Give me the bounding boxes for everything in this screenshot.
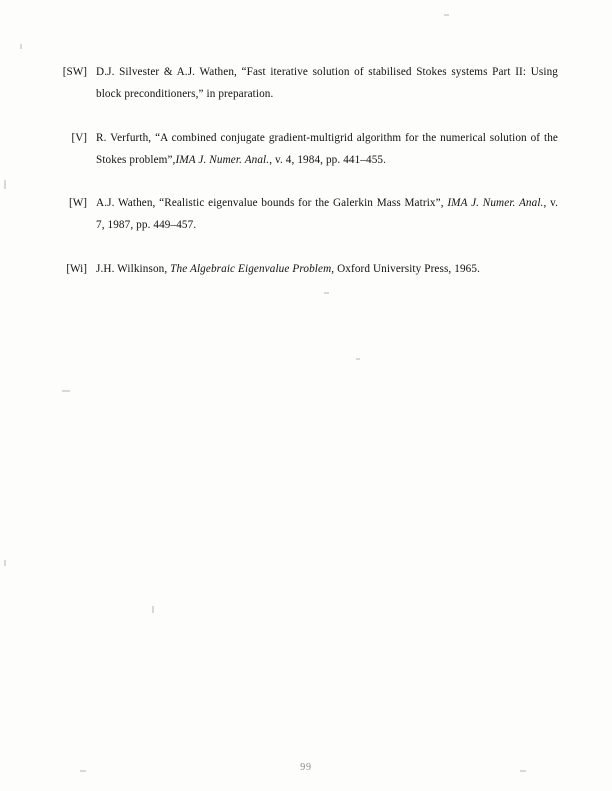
scan-artifact [4, 180, 6, 189]
reference-text [96, 128, 558, 172]
references-list [58, 62, 558, 303]
scan-artifact [152, 606, 154, 613]
reference-tag: [W] [68, 197, 87, 210]
reference-entry [58, 62, 558, 106]
page-number: 99 [300, 762, 312, 773]
scan-artifact [20, 44, 22, 49]
reference-text-part: R. Verfurth, “A combined conjugate gradient-multigrid algorithm for the numerical solution of the Stokes problem”, [96, 131, 558, 166]
reference-entry [58, 193, 558, 237]
reference-entry [58, 259, 558, 281]
reference-text-part: , v. 7, 1987, pp. 449–457. [96, 197, 558, 232]
reference-text [96, 259, 558, 281]
reference-journal: IMA J. Numer. Anal. [175, 153, 270, 166]
scan-artifact [4, 560, 6, 566]
scan-artifact [356, 358, 360, 360]
reference-text-part: A.J. Wathen, “Realistic eigenvalue bounds for the Galerkin Mass Matrix”, [96, 197, 448, 210]
scan-artifact [324, 292, 329, 294]
scan-artifact [520, 770, 526, 772]
reference-text-part: D.J. Silvester & A.J. Wathen, “Fast iterative solution of stabilised Stokes systems Part II: Using block preconditioners,” in preparation. [96, 66, 558, 100]
reference-text [96, 193, 558, 237]
reference-tag: [Wi] [66, 263, 87, 276]
reference-title: The Algebraic Eigenvalue Problem [170, 263, 332, 276]
scan-artifact [62, 390, 70, 392]
reference-tag: [V] [71, 131, 87, 144]
scan-artifact [80, 770, 86, 772]
reference-entry [58, 128, 558, 172]
reference-tag: [SW] [62, 66, 87, 78]
reference-text-part: J.H. Wilkinson, [96, 263, 171, 276]
reference-text-part: , Oxford University Press, 1965. [331, 263, 480, 276]
scan-artifact [444, 14, 449, 16]
reference-journal: IMA J. Numer. Anal. [447, 197, 544, 210]
reference-text [96, 62, 558, 106]
reference-text-part: , v. 4, 1984, pp. 441–455. [269, 153, 387, 166]
